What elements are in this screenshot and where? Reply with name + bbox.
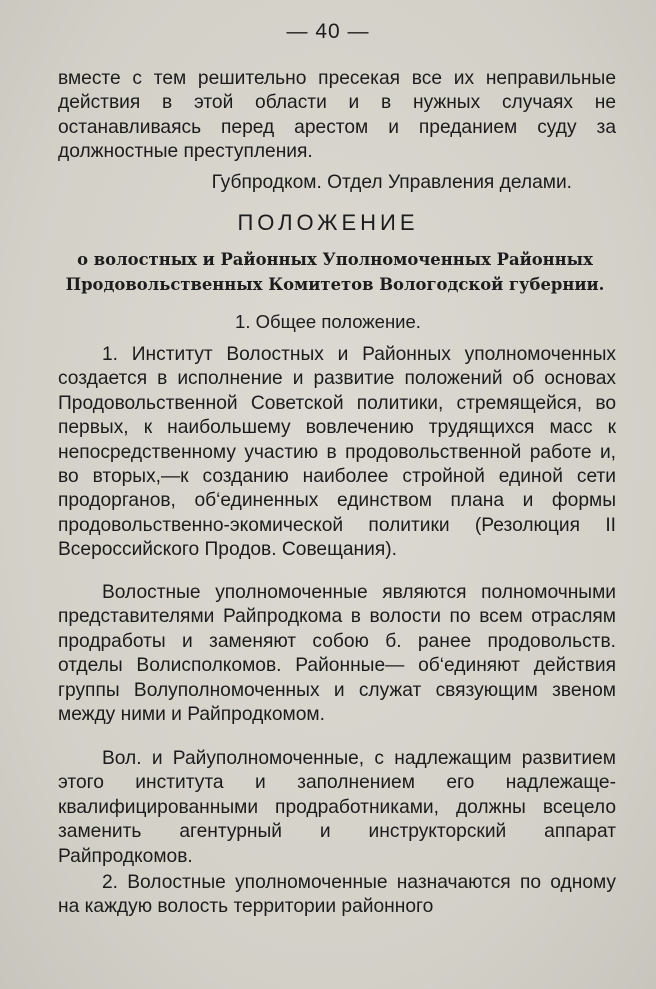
paragraph-1: 1. Институт Волостных и Районных уполномоченных создается в исполнение и развитие положений об основах Продовольственной Советской политики, стремящейся, во первых, к наибольшему вовлечению трудящихся масс к непосредственному участию в продовольственной работе и, во вторых,—к созданию наиболее стройной единой сети продорганов, об‘единенных единством плана и формы продовольственно-экомической политики (Резолюция II Всероссийского Продов. Совещания). [58, 344, 616, 561]
signature-line: Губпродком. Отдел Управления делами. [211, 172, 572, 193]
section-title: 1. Общее положение. [235, 311, 421, 332]
paragraph-4: 2. Волостные уполномоченные назначаются по одному на каждую волость территории районного [58, 872, 616, 918]
document-heading: ПОЛОЖЕНИЕ [237, 210, 419, 235]
intro-paragraph: вместе с тем решительно пресекая все их неправильные действия в этой области и в нужных случаях не останавливаясь перед арестом и преданием суду за должностные преступления. [58, 68, 616, 163]
paragraph-2: Волостные уполномоченные являются полномочными представителями Райпродкома в волости по всем отраслям продработы и заменяют собою б. ранее продовольств. отделы Волисполкомов. Районные— об‘единяют действия группы Волуполномоченных и служат связующим звеном между ними и Райпродкомом. [58, 582, 616, 726]
page-number: — 40 — [286, 20, 370, 43]
document-subtitle: о волостных и Районных Уполномоченных Районных Продовольственных Комитетов Вологодской губернии. [65, 250, 605, 294]
paragraph-3: Вол. и Райуполномоченные, с надлежащим развитием этого института и заполнением его надлежаще-квалифицированными продработниками, должны всецело заменить агентурный и инструкторский аппарат Райпродкомов. [58, 748, 616, 867]
